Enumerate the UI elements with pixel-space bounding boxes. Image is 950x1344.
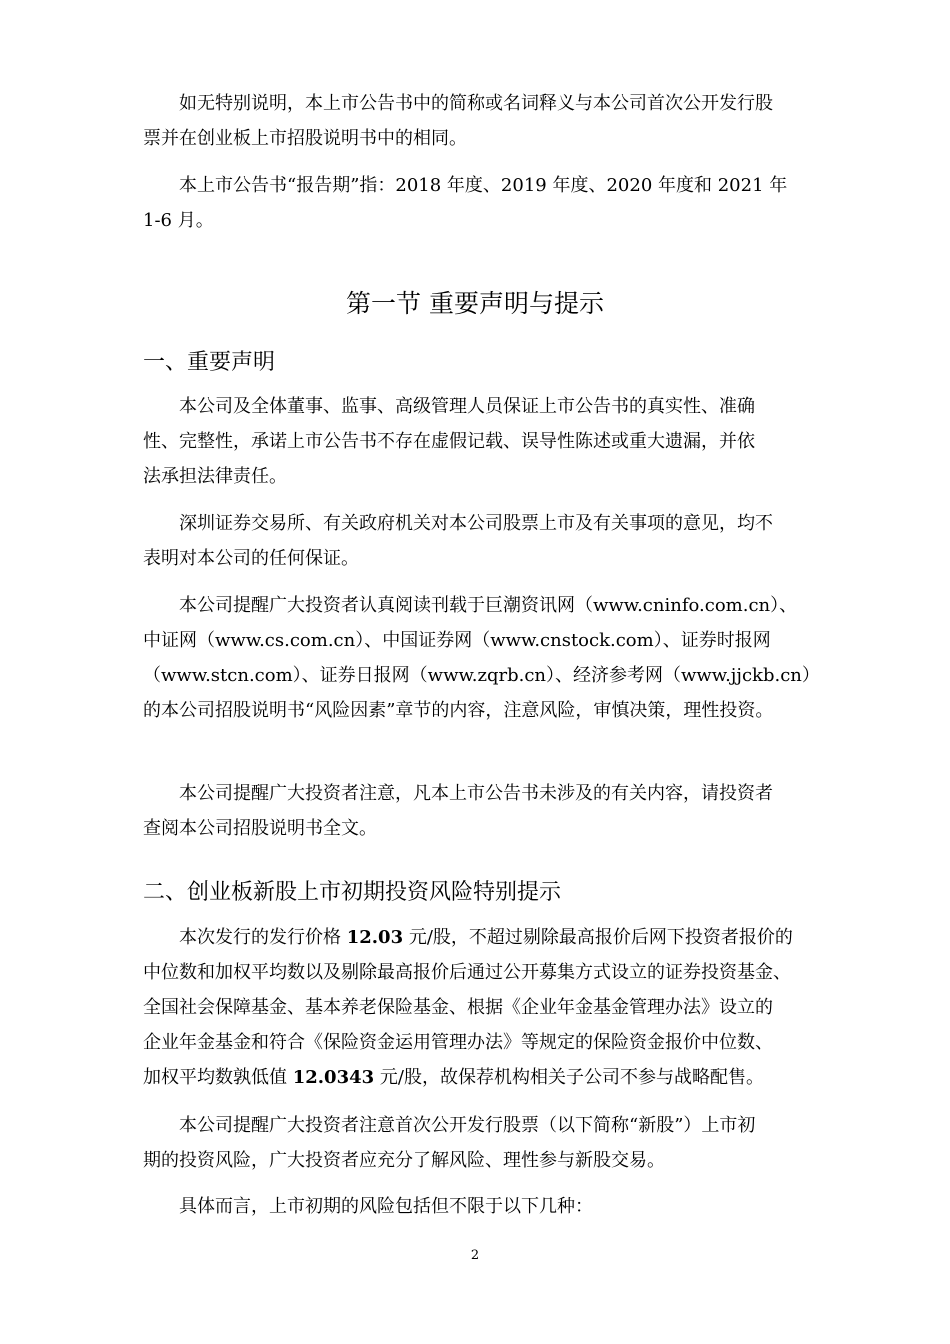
intro-paragraph-1	[143, 86, 823, 156]
text-fragment: 加权平均数孰低值	[143, 1067, 293, 1088]
text-line: 法承担法律责任。	[143, 466, 287, 487]
text-line: 本公司提醒广大投资者注意首次公开发行股票（以下简称“新股”）上市初	[179, 1115, 756, 1136]
text-line: 本公司及全体董事、监事、高级管理人员保证上市公告书的真实性、准确	[179, 396, 755, 417]
text-line: 企业年金基金和符合《保险资金运用管理办法》等规定的保险资金报价中位数、	[143, 1032, 773, 1053]
heading-important-statement: 一、重要声明	[143, 350, 276, 375]
statement-paragraph-1	[143, 389, 823, 494]
text-line: 中位数和加权平均数以及剔除最高报价后通过公开募集方式设立的证券投资基金、	[143, 962, 791, 983]
text-line: 全国社会保障基金、基本养老保险基金、根据《企业年金基金管理办法》设立的	[143, 997, 773, 1018]
text-line: 深圳证券交易所、有关政府机关对本公司股票上市及有关事项的意见，均不	[179, 513, 773, 534]
page-number: 2	[470, 1248, 480, 1263]
text-fragment: 本次发行的发行价格	[179, 927, 347, 948]
text-line	[143, 920, 823, 955]
text-line: （www.stcn.com）、证券日报网（www.zqrb.cn）、经济参考网（www.jjckb.cn）	[143, 665, 820, 686]
text-line: 中证网（www.cs.com.cn）、中国证券网（www.cnstock.com）、证券时报网	[143, 630, 771, 651]
text-line: 本公司提醒广大投资者认真阅读刊载于巨潮资讯网（www.cninfo.com.cn）、	[179, 595, 798, 616]
text-fragment: 元/股，故保荐机构相关子公司不参与战略配售。	[374, 1067, 764, 1088]
statement-paragraph-3	[143, 588, 823, 728]
text-line	[143, 1060, 823, 1095]
section-title: 第一节 重要声明与提示	[346, 289, 604, 318]
risk-paragraph-2	[143, 1108, 823, 1178]
text-line: 本公司提醒广大投资者注意，凡本上市公告书未涉及的有关内容，请投资者	[179, 783, 773, 804]
text-fragment: 元/股，不超过剔除最高报价后网下投资者报价的	[403, 927, 793, 948]
intro-paragraph-2	[143, 168, 823, 238]
text-line: 查阅本公司招股说明书全文。	[143, 818, 377, 839]
text-line: 具体而言，上市初期的风险包括但不限于以下几种：	[179, 1196, 593, 1217]
issue-price: 12.03	[346, 927, 404, 948]
statement-paragraph-2	[143, 506, 823, 576]
text-line: 的本公司招股说明书“风险因素”章节的内容，注意风险，审慎决策，理性投资。	[143, 700, 774, 721]
text-line: 如无特别说明，本上市公告书中的简称或名词释义与本公司首次公开发行股	[179, 93, 773, 114]
text-line: 性、完整性，承诺上市公告书不存在虚假记载、误导性陈述或重大遗漏，并依	[143, 431, 755, 452]
risk-paragraph-3	[143, 1189, 823, 1224]
text-line: 票并在创业板上市招股说明书中的相同。	[143, 128, 467, 149]
text-line: 1-6 月。	[143, 210, 214, 231]
text-line: 期的投资风险，广大投资者应充分了解风险、理性参与新股交易。	[143, 1150, 665, 1171]
text-line: 本上市公告书“报告期”指：2018 年度、2019 年度、2020 年度和 2021 年	[179, 175, 788, 196]
lower-value: 12.0343	[292, 1067, 375, 1088]
text-line: 表明对本公司的任何保证。	[143, 548, 359, 569]
statement-paragraph-4	[143, 776, 823, 846]
risk-paragraph-1	[143, 920, 823, 1095]
heading-risk-warning: 二、创业板新股上市初期投资风险特别提示	[143, 880, 562, 905]
